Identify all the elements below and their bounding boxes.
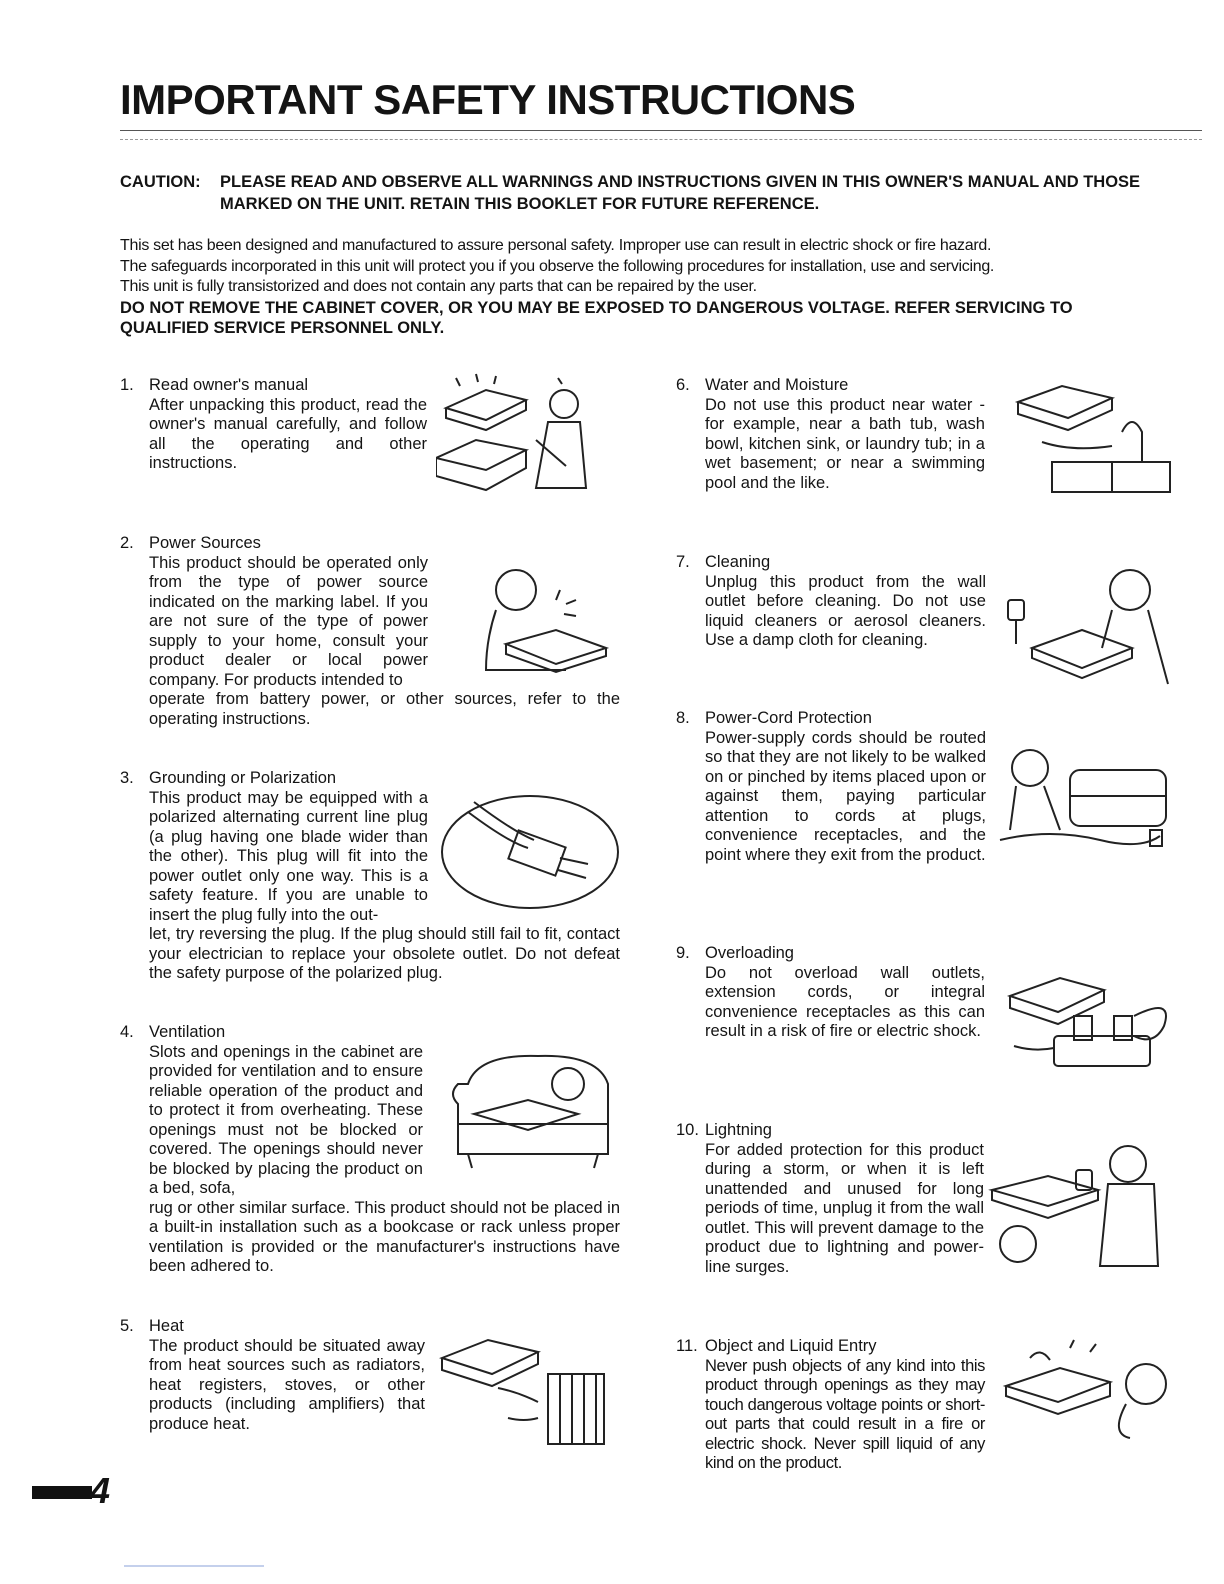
item-body: After unpacking this product, read the owner's manual carefully, and follow all the operating and other instructions. — [149, 395, 427, 472]
item-body-continued: operate from battery power, or other sources, refer to the operating instructions. — [149, 690, 620, 728]
item-number: 5. — [120, 1317, 134, 1335]
illustration-cleaning — [1002, 564, 1174, 688]
intro-line-2: The safeguards incorporated in this unit will protect you if you observe the following procedures for installation, use and servicing. — [120, 257, 995, 275]
page-number-mark — [32, 1486, 92, 1499]
illustration-object-liquid — [1000, 1338, 1176, 1442]
scan-artifact — [124, 1550, 1024, 1570]
item-number: 9. — [676, 944, 690, 962]
item-heading: Power-Cord Protection — [705, 709, 872, 727]
item-number: 6. — [676, 376, 690, 394]
item-number: 4. — [120, 1023, 134, 1041]
item-body: Do not use this product near water - for example, near a bath tub, wash bowl, kitchen sink, or laundry tub; in a wet basement; or near a swimming pool and the like. — [705, 395, 985, 492]
item-heading: Grounding or Polarization — [149, 769, 337, 787]
item-body-continued: let, try reversing the plug. If the plug should still fail to fit, contact your electrician to replace your obsolete outlet. Do not defeat the safety purpose of the polarized plug. — [149, 925, 620, 982]
item-heading: Read owner's manual — [149, 376, 309, 394]
item-body: This product may be equipped with a polarized alternating current line plug (a plug having one blade wider than the other). This plug will fit into the power outlet only one way. This is a safety feature. If you are unable to insert the plug fully into the out- — [149, 788, 428, 924]
item-body-continued: rug or other similar surface. This product should not be placed in a built-in installation such as a bookcase or rack unless proper ventilation is provided or the manufacturer's instructions have been adhered to. — [149, 1198, 620, 1275]
item-heading: Ventilation — [149, 1023, 226, 1041]
intro-block — [120, 236, 1150, 339]
illustration-polarized-plug — [438, 792, 622, 916]
title-rule — [120, 130, 1202, 140]
item-number: 8. — [676, 709, 690, 727]
item-body: Power-supply cords should be routed so that they are not likely to be walked on or pinched by items placed upon or against them, paying particular attention to cords at plugs, convenience receptacles, and the point where they exit from the product. — [705, 728, 986, 864]
illustration-sofa-ventilation — [438, 1044, 622, 1174]
item-number: 2. — [120, 534, 134, 552]
item-heading: Heat — [149, 1317, 184, 1335]
illustration-lightning — [988, 1140, 1174, 1272]
item-heading: Water and Moisture — [705, 376, 849, 394]
illustration-power-cord — [990, 740, 1174, 864]
intro-line-1: This set has been designed and manufactured to assure personal safety. Improper use can result in electric shock or fire hazard. — [120, 237, 992, 254]
item-body: For added protection for this product during a storm, or when it is left unattended and unused for long periods of time, unplug it from the wall outlet. This will prevent damage to the product due to lightning and power-line surges. — [705, 1140, 984, 1276]
caution-text: PLEASE READ AND OBSERVE ALL WARNINGS AND INSTRUCTIONS GIVEN IN THIS OWNER'S MANUAL AND THOSE MARKED ON THE UNIT. RETAIN THIS BOOKLET FOR FUTURE REFERENCE. — [220, 173, 1141, 213]
item-body: Do not overload wall outlets, extension cords, or integral convenience receptacles as this can result in a risk of fire or electric shock. — [705, 963, 985, 1040]
item-number: 1. — [120, 376, 134, 394]
page-title: IMPORTANT SAFETY INSTRUCTIONS — [120, 76, 856, 123]
item-heading: Lightning — [705, 1121, 772, 1139]
item-body: Never push objects of any kind into this product through openings as they may touch dangerous voltage points or short-out parts that could result in a fire or electric shock. Never spill liquid of any kind on the product. — [705, 1356, 985, 1472]
item-heading: Cleaning — [705, 553, 771, 571]
item-body: The product should be situated away from heat sources such as radiators, heat registers, stoves, or other products (including amplifiers) that produce heat. — [149, 1336, 425, 1433]
item-body: Slots and openings in the cabinet are provided for ventilation and to ensure reliable operation of the product and to protect it from overheating. These openings must not be blocked or covered. The openings should never be blocked by placing the product on a bed, sofa, — [149, 1042, 423, 1197]
illustration-overloading — [1004, 956, 1174, 1074]
illustration-heat-radiator — [438, 1318, 622, 1448]
item-heading: Object and Liquid Entry — [705, 1337, 877, 1355]
item-number: 11. — [676, 1337, 698, 1355]
item-number: 10. — [676, 1121, 699, 1139]
item-heading: Power Sources — [149, 534, 261, 552]
item-body: Unplug this product from the wall outlet before cleaning. Do not use liquid cleaners or aerosol cleaners. Use a damp cloth for cleaning. — [705, 572, 986, 649]
item-heading: Overloading — [705, 944, 794, 962]
illustration-read-manual — [436, 370, 626, 496]
intro-warning: DO NOT REMOVE THE CABINET COVER, OR YOU MAY BE EXPOSED TO DANGEROUS VOLTAGE. REFER SERVICING TO QUALIFIED SERVICE PERSONNEL ONLY. — [120, 298, 1073, 337]
caution-label: CAUTION: — [120, 173, 201, 191]
item-body: This product should be operated only from the type of power source indicated on the marking label. If you are not sure of the type of power supply to your home, consult your product dealer or local power company. For products intended to — [149, 553, 428, 689]
item-number: 3. — [120, 769, 134, 787]
illustration-power-source — [466, 560, 616, 680]
intro-line-3: This unit is fully transistorized and does not contain any parts that can be repaired by the user. — [120, 278, 757, 295]
illustration-water-sink — [1012, 372, 1174, 496]
page-number: 4 — [90, 1470, 111, 1511]
item-number: 7. — [676, 553, 690, 571]
